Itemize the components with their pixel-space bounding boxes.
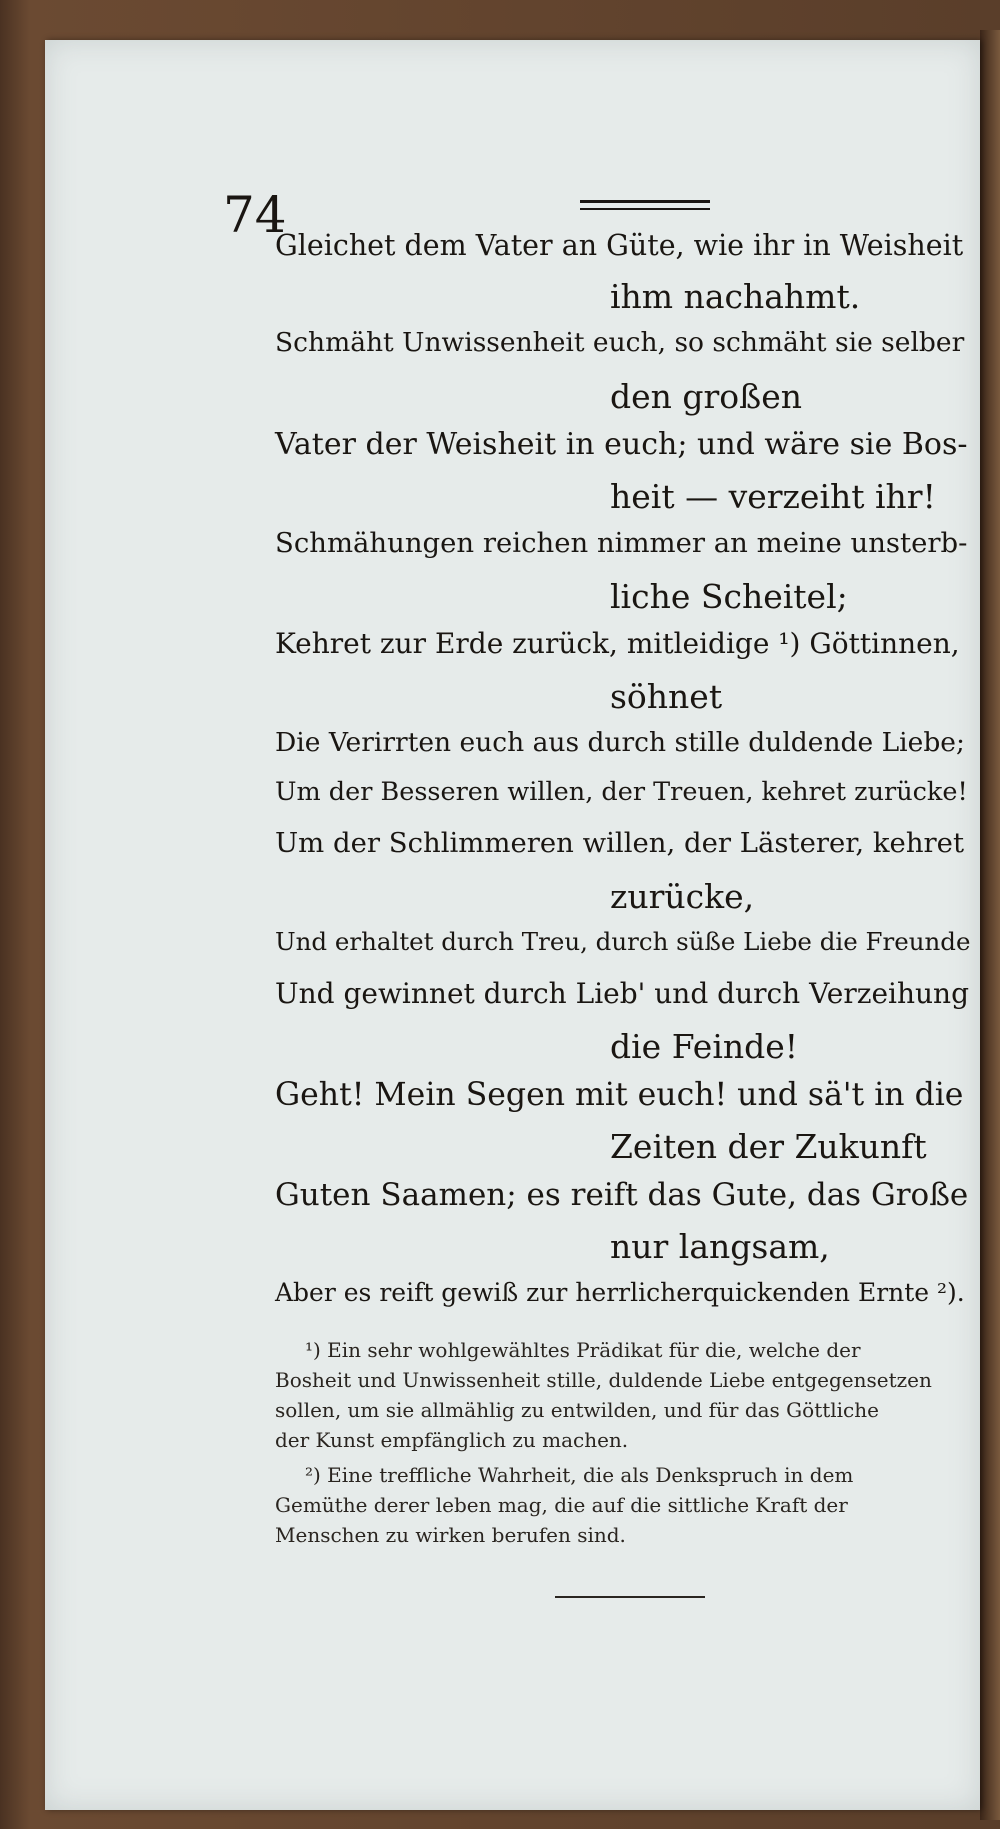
header-rule (580, 200, 710, 210)
poem-line: Gleichet dem Vater an Güte, wie ihr in Weisheit (275, 229, 964, 262)
footnote-line: ¹) Ein sehr wohlgewähltes Prädikat für die, welche der (305, 1338, 861, 1362)
poem-line: Aber es reift gewiß zur herrlicherquickenden Ernte ²). (275, 1278, 965, 1307)
footnote-line: der Kunst empfänglich zu machen. (275, 1428, 629, 1452)
footnote-line: Bosheit und Unwissenheit stille, duldende Liebe entgegensetzen (275, 1368, 932, 1392)
poem-line: Geht! Mein Segen mit euch! und sä't in die (275, 1077, 964, 1113)
poem-line: Guten Saamen; es reift das Gute, das Große (275, 1177, 969, 1213)
poem-line: Und erhaltet durch Treu, durch süße Liebe die Freunde (275, 927, 971, 956)
poem-line: Kehret zur Erde zurück, mitleidige ¹) Göttinnen, (275, 627, 960, 660)
page-number: 74 (223, 186, 287, 244)
poem-line: nur langsam, (610, 1227, 830, 1266)
poem-line: Vater der Weisheit in euch; und wäre sie Bos- (275, 427, 968, 462)
poem-line: liche Scheitel; (610, 577, 848, 616)
poem-line: ihm nachahmt. (610, 277, 861, 316)
poem-line: Und gewinnet durch Lieb' und durch Verzeihung (275, 977, 970, 1010)
footnote-line: Gemüthe derer leben mag, die auf die sittliche Kraft der (275, 1493, 848, 1517)
poem-line: Um der Besseren willen, der Treuen, kehret zurücke! (275, 777, 968, 807)
poem-line: Die Verirrten euch aus durch stille duldende Liebe; (275, 727, 965, 758)
footnote-line: sollen, um sie allmählig zu entwilden, und für das Göttliche (275, 1398, 879, 1422)
poem-line: die Feinde! (610, 1027, 799, 1066)
poem-line: Schmäht Unwissenheit euch, so schmäht sie selber (275, 327, 965, 358)
poem-line: den großen (610, 377, 802, 416)
footnote-line: ²) Eine treffliche Wahrheit, die als Denkspruch in dem (305, 1463, 854, 1487)
poem-line: Zeiten der Zukunft (610, 1127, 927, 1166)
poem-line: Schmähungen reichen nimmer an meine unsterb- (275, 527, 968, 559)
poem-line: zurücke, (610, 877, 755, 916)
book-binding-edge (980, 30, 1000, 1820)
poem-line: Um der Schlimmeren willen, der Lästerer, kehret (275, 827, 965, 859)
page-paper (45, 40, 980, 1810)
footnote-line: Menschen zu wirken berufen sind. (275, 1523, 626, 1547)
poem-line: söhnet (610, 677, 723, 716)
footer-rule (555, 1596, 705, 1598)
poem-line: heit — verzeiht ihr! (610, 477, 936, 516)
